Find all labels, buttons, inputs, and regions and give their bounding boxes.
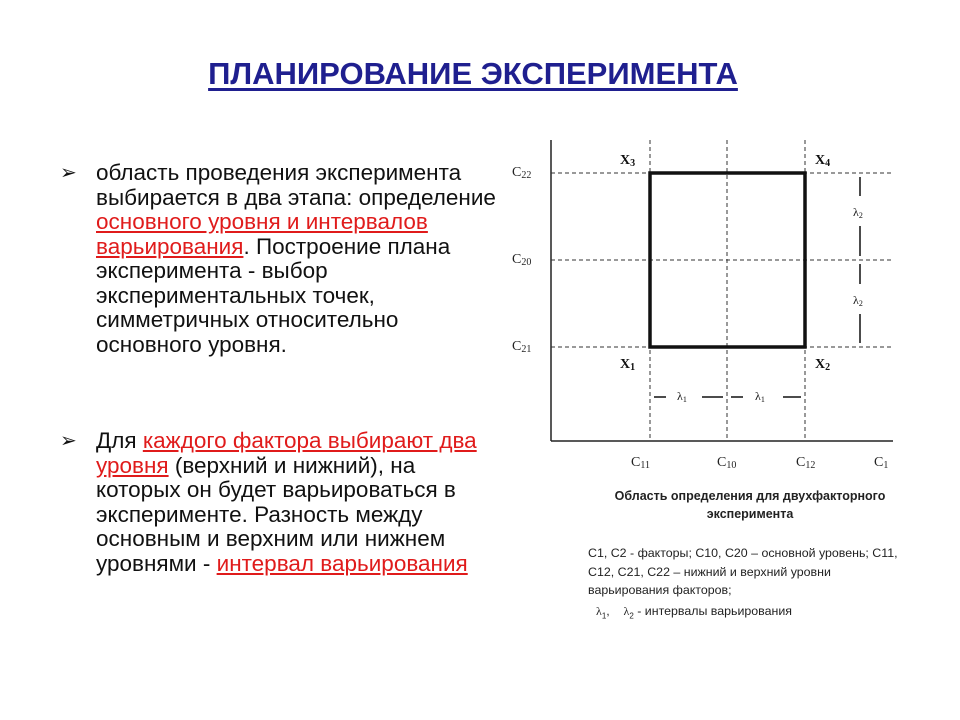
legend-lambda-line: $\lambda_1$, $\lambda_2$ - интервалы варьирования xyxy=(596,604,792,621)
lambda2-label-upper: λ2 xyxy=(853,205,863,220)
diagram-legend: С1, С2 - факторы; С10, С20 – основной уровень; С11, С12, С21, С22 – нижний и верхний уровни варьирования факторов; xyxy=(588,546,898,597)
bullet-1-text-a: область проведения эксперимента выбирается в два этапа: определение xyxy=(96,160,496,210)
xtick-c12: C12 xyxy=(796,455,816,471)
xtick-c1: C1 xyxy=(874,455,889,471)
lambda2-label-lower: λ2 xyxy=(853,293,863,308)
bullet-2-text-a: Для xyxy=(96,428,143,453)
bullet-1-highlight-a: основного уровня и интервалов варьирования xyxy=(96,209,428,259)
xtick-c11: C11 xyxy=(631,455,650,471)
ytick-c22: C22 xyxy=(512,165,532,181)
lambda1-label-right: λ1 xyxy=(755,389,765,404)
bullet-1-text-b: . Построение плана эксперимента - выбор экспериментальных точек, симметричных относительно основного уровня. xyxy=(96,233,451,357)
arrow-bullet-icon: ➢ xyxy=(60,430,77,452)
bullet-2-text-b: (верхний и нижний), на которых он будет варьироваться в эксперименте. Разность между основным и верхним или нижнем уровнями - xyxy=(96,452,456,576)
arrow-bullet-icon: ➢ xyxy=(60,162,77,184)
point-x2: X2 xyxy=(815,357,831,373)
ytick-c21: C21 xyxy=(512,339,532,355)
bullet-2-highlight-b: интервал варьирования xyxy=(216,550,468,576)
point-x1: X1 xyxy=(620,357,636,373)
page-title: ПЛАНИРОВАНИЕ ЭКСПЕРИМЕНТА xyxy=(208,56,738,91)
ytick-c20: C20 xyxy=(512,252,532,268)
point-x3: X3 xyxy=(620,153,636,169)
bullet-2-highlight-a: каждого фактора выбирают два уровня xyxy=(96,428,477,478)
diagram-caption: Область определения для двухфакторного эксперимента xyxy=(614,489,886,521)
xtick-c10: C10 xyxy=(717,455,737,471)
lambda1-label-left: λ1 xyxy=(677,389,687,404)
point-x4: X4 xyxy=(815,153,831,169)
